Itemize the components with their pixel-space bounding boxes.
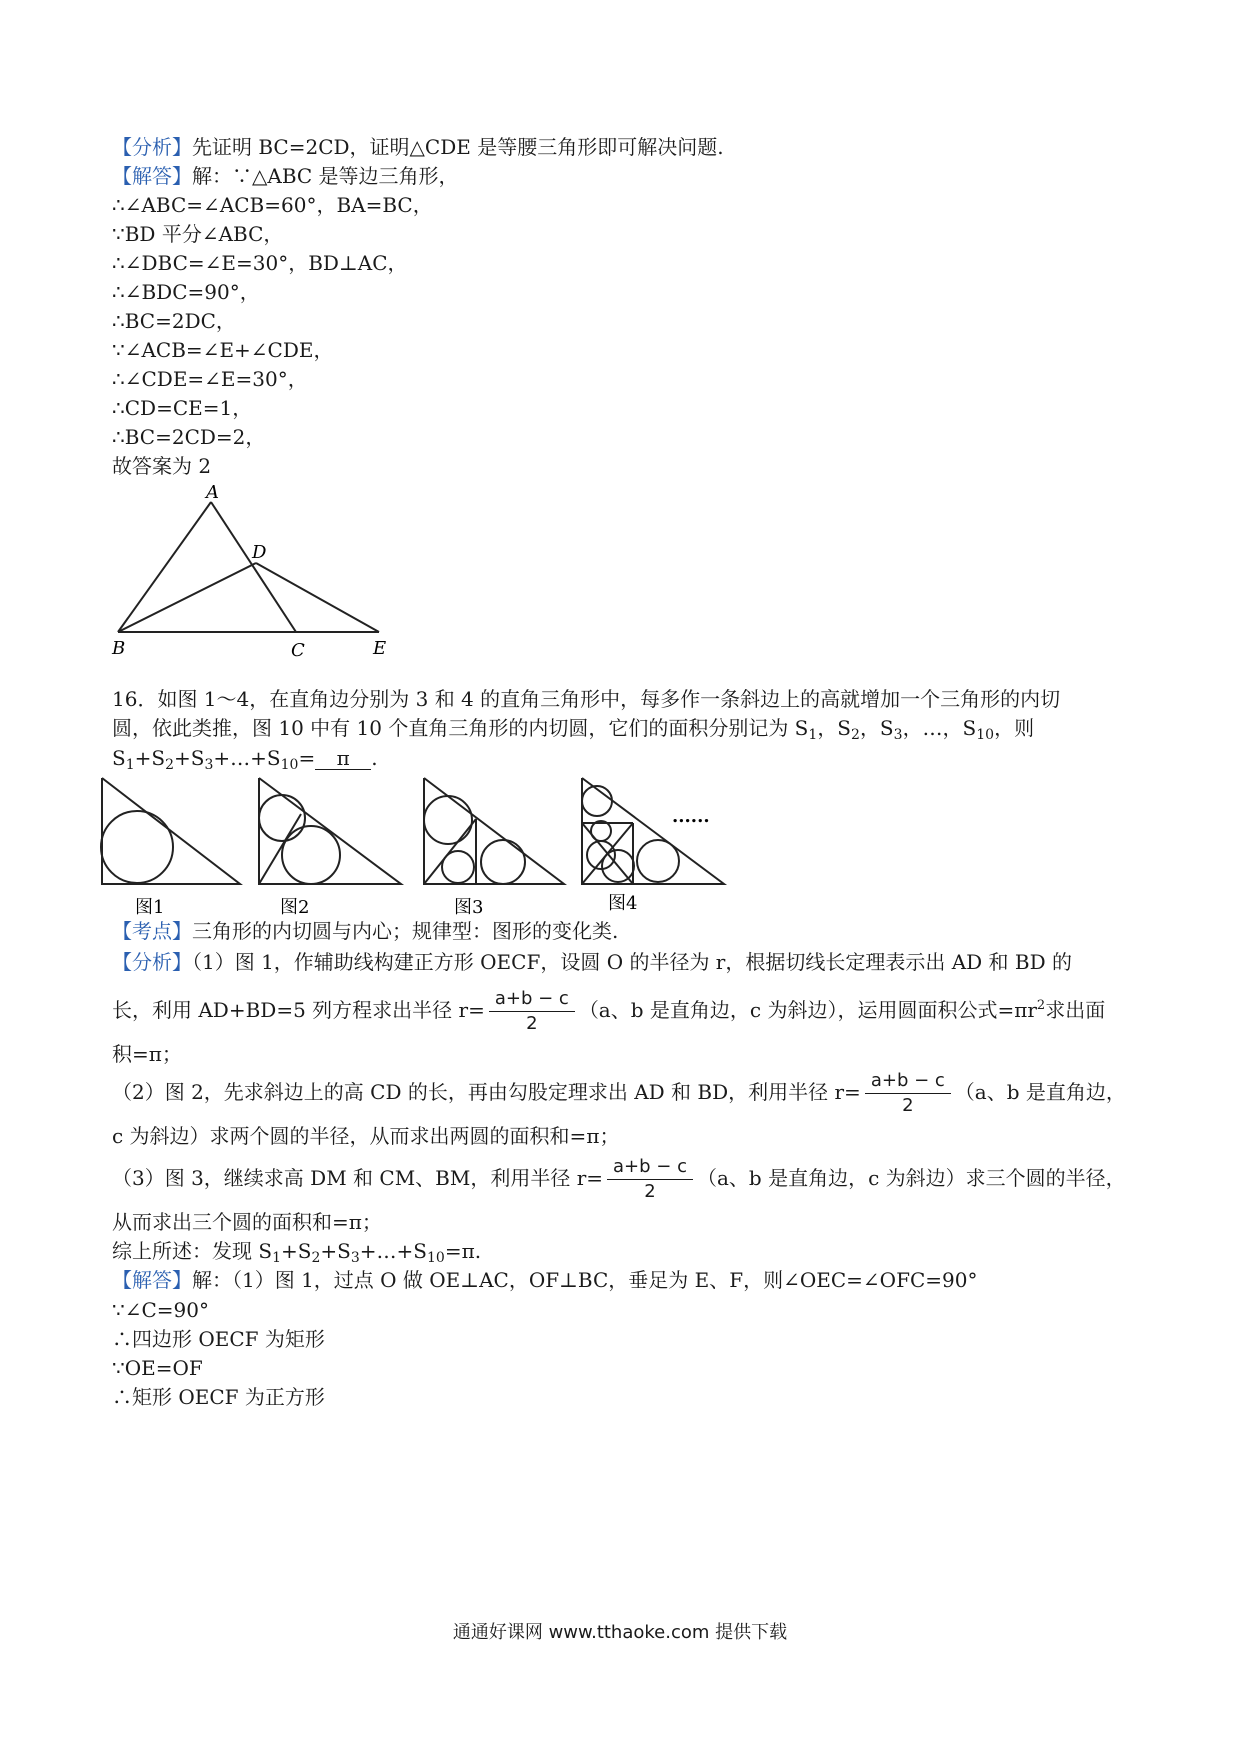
label-e: E (373, 638, 387, 659)
q15-step: ∴∠CDE=∠E=30°， (112, 367, 308, 391)
q15-step: ∴∠ABC=∠ACB=60°，BA=BC， (112, 193, 433, 217)
fig-label-4: 图4 (608, 893, 638, 914)
label-a: A (206, 482, 219, 503)
q16-step: ∴矩形 OECF 为正方形 (112, 1385, 325, 1409)
q15-step: ∴∠BDC=90°， (112, 280, 260, 304)
answer-tag: 【解答】 (112, 1268, 192, 1292)
radius-formula: $\frac{a+b - c}{2}$ (865, 1069, 951, 1118)
q16-analysis-6: （3）图 3，继续求高 DM 和 CM、BM，利用半径 r= $\frac{a+b - c}{2}$ （a、b 是直角边，c 为斜边）求三个圆的半径， (112, 1156, 1126, 1202)
q16-step: ∵∠C=90° (112, 1298, 209, 1322)
fig-label-3: 图3 (454, 897, 484, 918)
q16-analysis-2: 长，利用 AD+BD=5 列方程求出半径 r= $\frac{a+b - c}{2}$ （a、b 是直角边，c 为斜边），运用圆面积公式$=\pi r^2$求出面 (112, 988, 1106, 1034)
answer-tag: 【解答】 (112, 164, 192, 188)
q15-step: ∵∠ACB=∠E+∠CDE， (112, 338, 334, 362)
incircle-figures (100, 770, 740, 920)
radius-formula: $\frac{a+b - c}{2}$ (607, 1155, 693, 1204)
q16-analysis-5: c 为斜边）求两个圆的半径，从而求出两圆的面积和=π； (112, 1124, 620, 1148)
footer-credit: 通通好课网 www.tthaoke.com 提供下载 (452, 1622, 788, 1643)
q16-step: ∵OE=OF (112, 1356, 203, 1380)
analysis-text: 先证明 BC=2CD，证明△CDE 是等腰三角形即可解决问题. (192, 135, 724, 159)
q16-analysis-4: （2）图 2，先求斜边上的高 CD 的长，再由勾股定理求出 AD 和 BD，利用半径 r= $\frac{a+b - c}{2}$ （a、b 是直角边， (112, 1070, 1126, 1116)
q16-line1: 16．如图 1～4，在直角边分别为 3 和 4 的直角三角形中，每多作一条斜边上的高就增加一个三角形的内切 (112, 687, 1061, 711)
label-d: D (252, 542, 267, 563)
fig-label-1: 图1 (135, 897, 165, 918)
q16-analysis-7: 从而求出三个圆的面积和=π； (112, 1210, 382, 1234)
radius-formula: $\frac{a+b - c}{2}$ (489, 987, 575, 1036)
q16-step: ∴四边形 OECF 为矩形 (112, 1327, 325, 1351)
q16-line3: $S_1+S_2+S_3+\dots+S_{10}= \pi$ . (112, 746, 378, 773)
q15-step: ∴BC=2CD=2， (112, 425, 266, 449)
ellipsis: ...... (672, 806, 710, 827)
q15-step: ∴CD=CE=1， (112, 396, 253, 420)
q16-analysis-3: 积=π； (112, 1042, 182, 1066)
q15-step: ∴∠DBC=∠E=30°，BD⊥AC， (112, 251, 408, 275)
fig-label-2: 图2 (280, 897, 310, 918)
q16-answer: 【解答】解：（1）图 1，过点 O 做 OE⊥AC，OF⊥BC，垂足为 E、F，则∠OEC=∠OFC=90° (112, 1268, 978, 1292)
q15-analysis (112, 133, 724, 161)
q15-answer (112, 162, 459, 190)
label-c: C (291, 640, 305, 660)
analysis-tag: 【分析】 (112, 950, 192, 974)
q16-kaodian: 【考点】三角形的内切圆与内心；规律型：图形的变化类. (112, 919, 619, 943)
q15-step: 故答案为 2 (112, 454, 212, 478)
q16-analysis-1: 【分析】（1）图 1，作辅助线构建正方形 OECF，设圆 O 的半径为 r，根据切线长定理表示出 AD 和 BD 的 (112, 950, 1073, 974)
q16-summary: 综上所述：发现 $S_1+S_2+S_3+\dots+S_{10}=\pi$. (112, 1239, 482, 1266)
q16-line2: 圆，依此类推，图 10 中有 10 个直角三角形的内切圆，它们的面积分别记为 $S_1$，$S_2$，$S_3$，…，$S_{10}$，则 (112, 716, 1035, 743)
triangle-figure (100, 480, 420, 660)
analysis-tag: 【分析】 (112, 135, 192, 159)
answer-blank: π (315, 747, 371, 770)
q15-step: ∵BD 平分∠ABC， (112, 222, 284, 246)
answer-first: 解：∵△ABC 是等边三角形， (192, 164, 459, 188)
q15-step: ∴BC=2DC， (112, 309, 236, 333)
label-b: B (112, 638, 126, 659)
kaodian-tag: 【考点】 (112, 919, 192, 943)
